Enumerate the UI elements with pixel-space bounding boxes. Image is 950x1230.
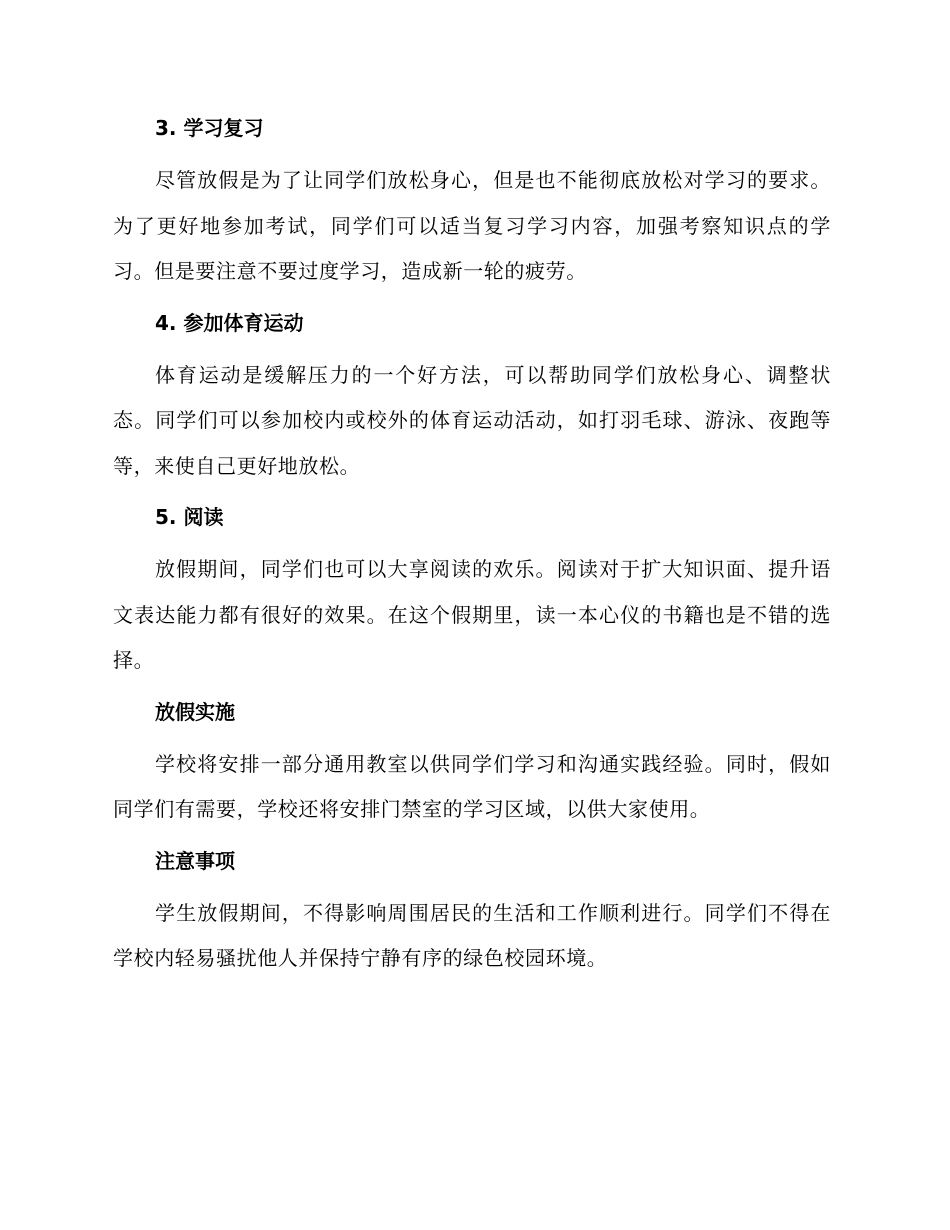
section-paragraph: 尽管放假是为了让同学们放松身心，但是也不能彻底放松对学习的要求。为了更好地参加考试，同学们可以适当复习学习内容，加强考察知识点的学习。但是要注意不要过度学习，造成新一轮的疲劳。 [113,168,831,283]
section-heading: 5. 阅读 [155,505,224,529]
section-paragraph: 体育运动是缓解压力的一个好方法，可以帮助同学们放松身心、调整状态。同学们可以参加校内或校外的体育运动活动，如打羽毛球、游泳、夜跑等等，来使自己更好地放松。 [113,362,831,478]
section-heading: 放假实施 [155,699,235,724]
section-notes [113,843,831,982]
section-holiday-implementation [113,694,831,833]
section-paragraph: 学生放假期间，不得影响周围居民的生活和工作顺利进行。同学们不得在学校内轻易骚扰他人并保持宁静有序的绿色校园环境。 [113,900,831,970]
section-reading [113,499,831,684]
section-heading: 3. 学习复习 [155,116,264,140]
section-sports [113,305,831,490]
document-body [113,110,831,992]
section-paragraph: 放假期间，同学们也可以大享阅读的欢乐。阅读对于扩大知识面、提升语文表达能力都有很好的效果。在这个假期里，读一本心仪的书籍也是不错的选择。 [113,557,831,672]
section-paragraph: 学校将安排一部分通用教室以供同学们学习和沟通实践经验。同时，假如同学们有需要，学校还将安排门禁室的学习区域，以供大家使用。 [113,751,831,821]
section-heading: 4. 参加体育运动 [155,310,304,335]
section-study-review [113,110,831,295]
section-heading: 注意事项 [155,848,235,873]
